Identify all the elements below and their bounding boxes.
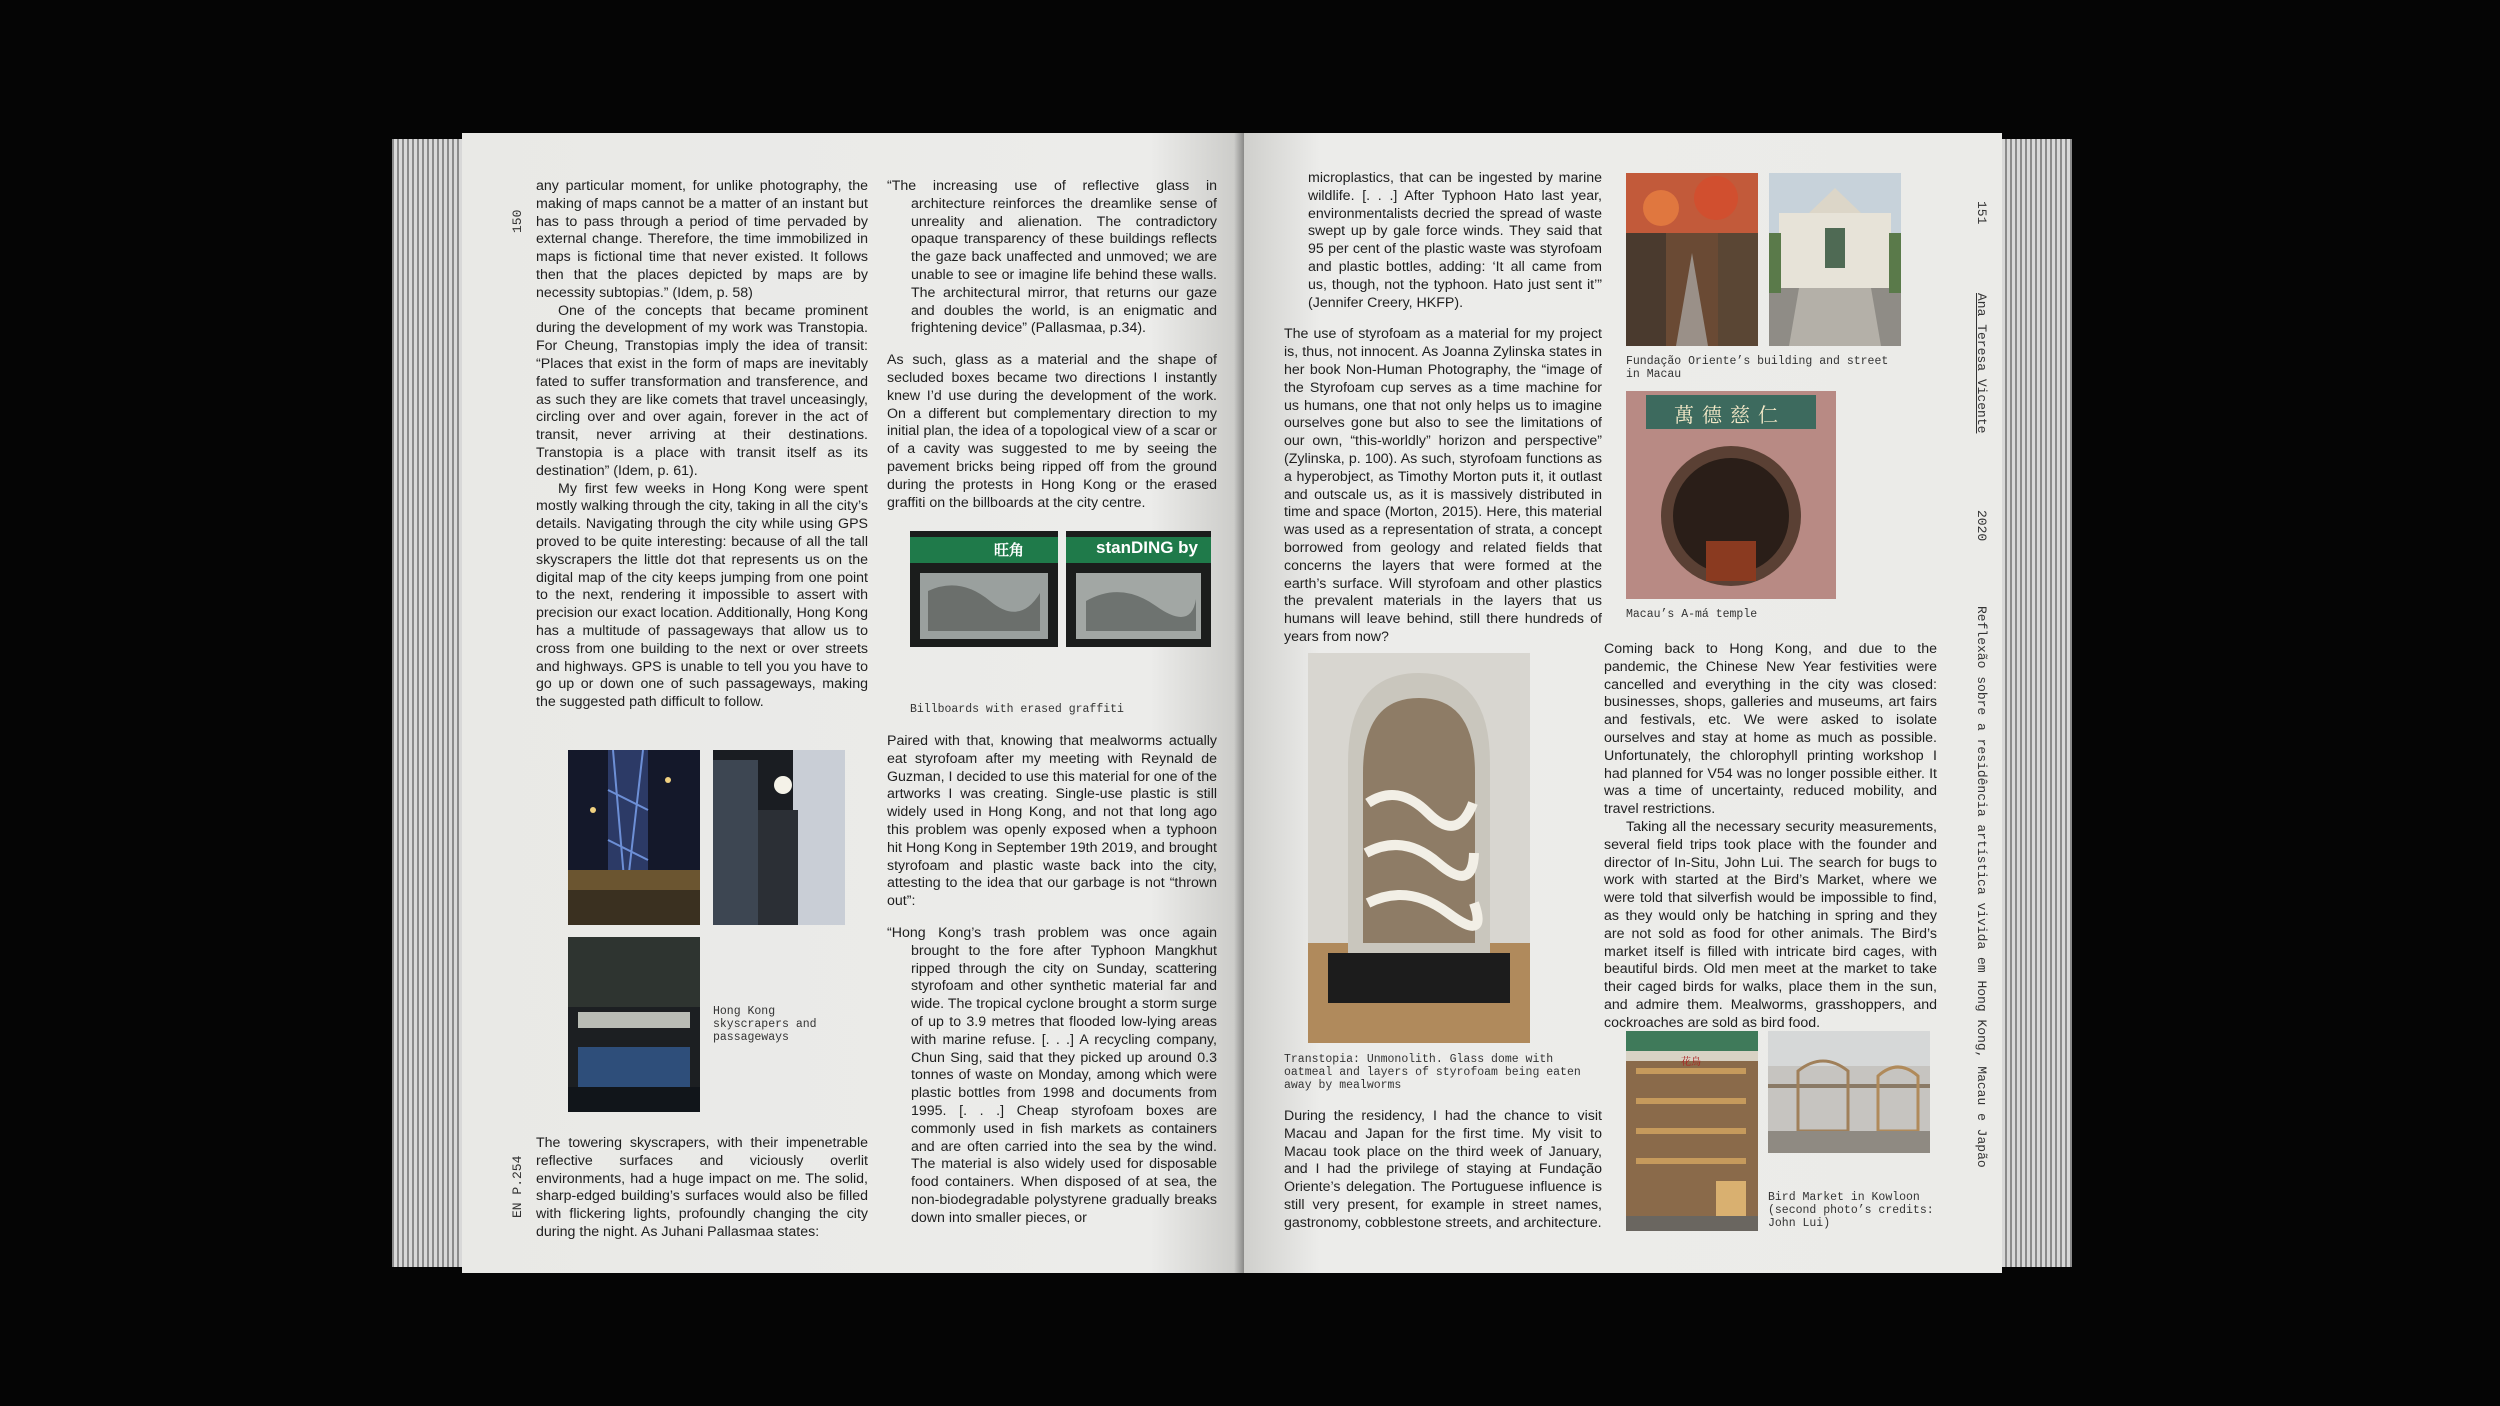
paragraph: Coming back to Hong Kong, and due to the pandemic, the Chinese New Year festivities were cancelled and everything in the city was closed: businesses, shops, galleries and museums, art fairs and festivals, etc. We were asked to isolate ourselves and stay at home as much as possible. Unfortunately, the chlorophyll printing workshop I had planned for V54 was no longer possible either. It was a time of uncertainty, reduced mobility, and travel restrictions. xyxy=(1604,641,1937,818)
photo-fundacao-oriente-building xyxy=(1769,173,1901,346)
open-book xyxy=(392,133,2072,1273)
billboard-sign-text: 旺角 xyxy=(994,542,1025,559)
paragraph: The use of styrofoam as a material for my project is, thus, not innocent. As Joanna Zylinska states in her book Non-Human Photography, the “image of the Styrofoam cup serves as a time machine for us humans, one that not only helps us to imagine ourselves gone but also to see the limitations of our own, “this-worldly” horizon and perspective” (Zylinska, p. 100). As such, styrofoam functions as a hyperobject, as Timothy Morton puts it, it outlast and outscale us, as it is massively distributed in time and space (Morton, 2015). Here, this material was used as a representation of strata, a concept borrowed from geology and related fields that concerns the layers that were formed at the earth’s surface. Will styrofoam and other plastics the prevalent materials in the layers that us humans will leave behind, still there hundreds of years from now? xyxy=(1284,326,1602,645)
caption-billboards: Billboards with erased graffiti xyxy=(910,703,1124,716)
left-page-edges xyxy=(392,139,462,1267)
page-number-left: 150 xyxy=(510,209,525,233)
paragraph: Taking all the necessary security measurements, several field trips took place with the founder and director of In-Situ, John Lui. The search for bugs to work with started at the Bird’s Market, where we were told that silverfish would be impossible to find, as they would only be hatching in spring and they are not sold as food for other animals. The Bird’s market itself is filled with intricate bird cages, with beautiful birds. Old men meet at the market to take their caged birds for walks, place them in the sun, and admire them. Mealworms, grasshoppers, and cockroaches are sold as bird food. xyxy=(1604,818,1937,1031)
shop-sign-text: 花鳥 xyxy=(1681,1057,1701,1068)
left-page xyxy=(462,133,1244,1273)
left-column-2-top xyxy=(887,178,1217,512)
right-page-edges xyxy=(2002,139,2072,1267)
photo-hk-skyscraper-night xyxy=(568,750,700,925)
page-footer-reference: EN P.254 xyxy=(510,1155,525,1218)
paragraph: The towering skyscrapers, with their impenetrable reflective surfaces and viciously overlit environments, had a huge impact on me. The solid, sharp-edged building’s surfaces would also be filled with flickering lights, profoundly changing the city during the night. As Juhani Pallasmaa states: xyxy=(536,1135,868,1240)
photo-a-ma-temple xyxy=(1626,391,1836,599)
running-author: Ana Teresa Vicente xyxy=(1974,293,1989,434)
right-column-1-bottom xyxy=(1284,1108,1602,1233)
block-quote-continued: microplastics, that can be ingested by marine wildlife. [. . .] After Typhoon Hato last year, environmentalists decried the spread of waste swept up by gale force winds. They said that 95 per cent of the plastic waste was styrofoam and plastic bottles, adding: ‘It all came from us, though, not the typhoon. Hato just sent it’” (Jennifer Creery, HKFP). xyxy=(1308,170,1602,311)
photo-bird-market-shop xyxy=(1626,1031,1758,1231)
photo-transtopia-glass-dome xyxy=(1308,653,1530,1043)
right-page xyxy=(1244,133,2002,1273)
page-number-right: 151 xyxy=(1974,201,1989,225)
temple-sign-text: 萬德慈仁 xyxy=(1674,405,1786,427)
photo-macau-street xyxy=(1626,173,1758,346)
caption-hong-kong-photos: Hong Kong skyscrapers and passageways xyxy=(713,1005,817,1044)
running-year: 2020 xyxy=(1974,510,1989,542)
running-title: Reflexão sobre a residência artística vivida em Hong Kong, Macau e Japão xyxy=(1974,606,1989,1168)
right-column-2 xyxy=(1604,641,1937,1033)
left-column-1-bottom xyxy=(536,1135,868,1242)
left-column-1 xyxy=(536,178,868,712)
paragraph: My first few weeks in Hong Kong were spent mostly walking through the city, taking in all the city’s details. Navigating through the city while using GPS proved to be quite interesting: because of all the tall skyscrapers the little dot that represents us on the digital map of the city keeps jumping from one point to the next, rendering it impossible to assert with precision our exact location. Additionally, Hong Kong has a multitude of passageways that allow us to cross from one building to the next or over streets and highways. GPS is unable to tell you you have to go up or down one of such passageways, making the suggested path difficult to follow. xyxy=(536,480,868,711)
paragraph: During the residency, I had the chance to visit Macau and Japan for the first time. My visit to Macau took place on the third week of January, and I had the privilege of staying at Fundação Oriente’s delegation. The Portuguese influence is still very present, for example in street names, gastronomy, cobblestone streets, and architecture. xyxy=(1284,1108,1602,1231)
photo-bird-cages xyxy=(1768,1031,1930,1153)
paragraph: Paired with that, knowing that mealworms actually eat styrofoam after my meeting with Reynald de Guzman, I decided to use this material for one of the artworks I was creating. Single-use plastic is still widely used in Hong Kong, and not that long ago this problem was openly exposed when a typhoon hit Hong Kong in September 19th 2019, and brought styrofoam and plastic waste back into the city, attesting to the idea that our garbage is not “thrown out”: xyxy=(887,733,1217,910)
photo-hk-passageway xyxy=(568,937,700,1112)
photo-hk-tower-moon xyxy=(713,750,845,925)
caption-transtopia: Transtopia: Unmonolith. Glass dome with oatmeal and layers of styrofoam being eaten away by mealworms xyxy=(1284,1053,1581,1092)
paragraph: As such, glass as a material and the shape of secluded boxes became two directions I instantly knew I’d use during the development of the work. On a different but complementary direction to my initial plan, the idea of a topological view of a scar or of a cavity was suggested to me by seeing the pavement bricks being ripped off from the ground during the protests in Hong Kong or the erased graffiti on the billboards at the city centre. xyxy=(887,352,1217,511)
caption-a-ma-temple: Macau’s A-má temple xyxy=(1626,608,1758,621)
caption-bird-market: Bird Market in Kowloon (second photo’s credits: John Lui) xyxy=(1768,1191,1934,1230)
block-quote: “Hong Kong’s trash problem was once again brought to the fore after Typhoon Mangkhut ripped through the city on Sunday, scattering styrofoam and other synthetic material far and wide. The tropical cyclone brought a storm surge of up to 3.9 metres that flooded low-lying areas with marine refuse. [. . .] A recycling company, Chun Sing, said that they picked up around 0.3 tonnes of waste on Monday, among which were plastic bottles from 1998 and documents from 1995. [. . .] Cheap styrofoam boxes are commonly used in fish markets as containers and are often carried into the sea by the wind. The material is also widely used for disposable food containers. When disposed of at sea, the non-biodegradable polystyrene gradually breaks down into smaller pieces, or xyxy=(887,924,1217,1226)
paragraph: any particular moment, for unlike photography, the making of maps cannot be a matter of an instant but has to pass through a period of time pervaded by external change. Therefore, the time immobilized in maps is fictional time that never existed. It follows then that the places depicted by maps are by necessity subtopias.” (Idem, p. 58) xyxy=(536,178,868,301)
photo-billboard-left xyxy=(910,531,1058,647)
photo-billboard-right xyxy=(1066,531,1211,647)
left-column-2-bottom xyxy=(887,733,1217,1228)
block-quote: “The increasing use of reflective glass in architecture reinforces the dreamlike sense of unreality and alienation. The contradictory opaque transparency of these buildings reflects the gaze back unaffected and unmoved; we are unable to see or imagine life behind these walls. The architectural mirror, that returns our gaze and doubles the world, is an enigmatic and frightening device” (Pallasmaa, p.34). xyxy=(887,178,1217,337)
billboard-sign-text: stanDING by xyxy=(1096,538,1199,557)
paragraph: One of the concepts that became prominent during the development of my work was Transtopia. For Cheung, Transtopias imply the idea of transit: “Places that exist in the form of maps are inevitably fated to suffer transformation and transference, and as such they are like comets that travel unceasingly, circling over and over again, forever in the act of transit, never arriving at their destinations. Transtopia is a place with transit itself as its destination” (Idem, p. 61). xyxy=(536,302,868,479)
right-column-1-top xyxy=(1284,170,1602,647)
caption-fundacao-oriente: Fundação Oriente’s building and street in Macau xyxy=(1626,355,1889,381)
